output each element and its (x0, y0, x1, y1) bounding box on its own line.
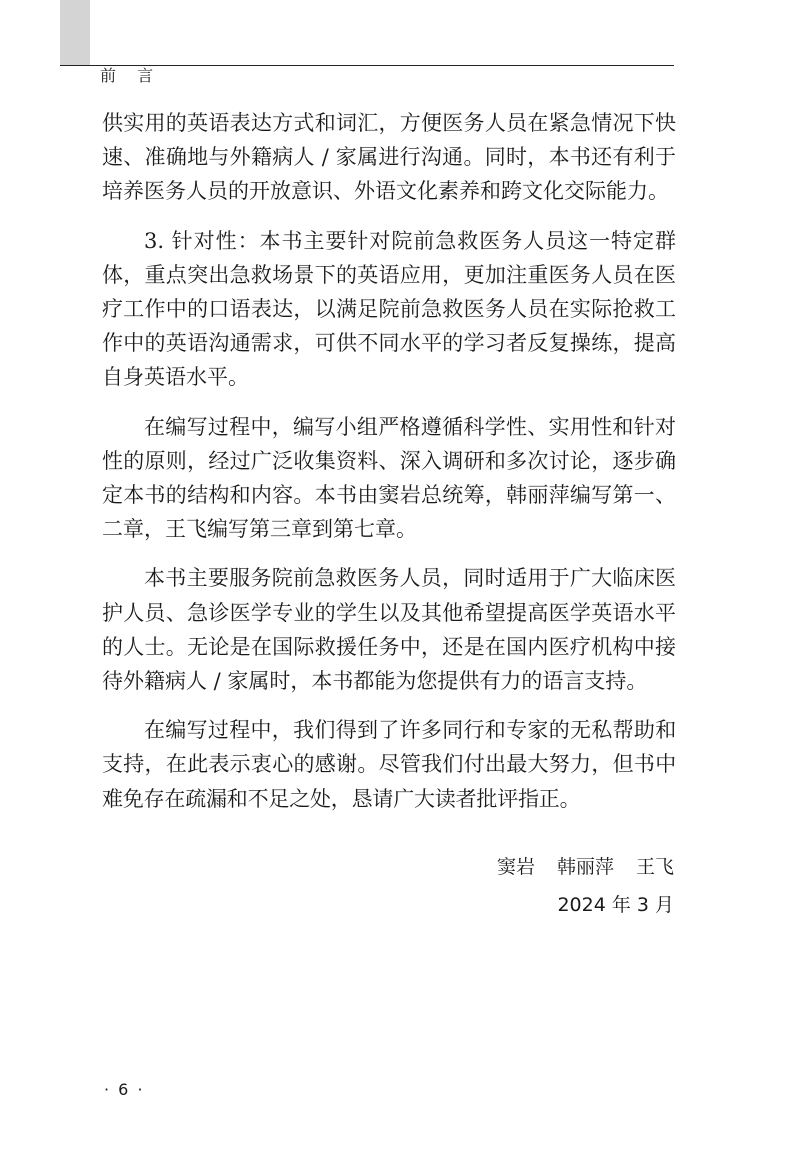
paragraph-acknowledgement: 在编写过程中，我们得到了许多同行和专家的无私帮助和支持，在此表示衷心的感谢。尽管我们付出最大努力，但书中难免存在疏漏和不足之处，恳请广大读者批评指正。 (102, 718, 676, 811)
author-name: 窦岩 (496, 856, 535, 878)
paragraph-audience: 本书主要服务院前急救医务人员，同时适用于广大临床医护人员、急诊医学专业的学生以及其他希望提高医学英语水平的人士。无论是在国际救援任务中，还是在国内医疗机构中接待外籍病人 / 家属时，本书都能为您提供有力的语言支持。 (102, 566, 676, 694)
body-text (102, 106, 676, 831)
page-number: · 6 · (104, 1080, 145, 1099)
paragraph-continued: 供实用的英语表达方式和词汇，方便医务人员在紧急情况下快速、准确地与外籍病人 / 家属进行沟通。同时，本书还有利于培养医务人员的开放意识、外语文化素养和跨文化交际能力。 (102, 111, 676, 204)
author-names (497, 848, 674, 886)
paragraph-targeting: 3. 针对性：本书主要针对院前急救医务人员这一特定群体，重点突出急救场景下的英语应用，更加注重医务人员在医疗工作中的口语表达，以满足院前急救医务人员在实际抢救工作中的英语沟通需求，可供不同水平的学习者反复操练，提高自身英语水平。 (102, 228, 676, 390)
author-name: 王飞 (635, 856, 674, 878)
paragraph-writing-process: 在编写过程中，编写小组严格遵循科学性、实用性和针对性的原则，经过广泛收集资料、深入调研和多次讨论，逐步确定本书的结构和内容。本书由窦岩总统筹，韩丽萍编写第一、二章，王飞编写第三章到第七章。 (102, 414, 676, 542)
section-title: 前 言 (100, 66, 162, 85)
signature-date: 2024 年 3 月 (557, 894, 674, 916)
corner-tab-decoration (60, 0, 90, 66)
signature-block (497, 848, 674, 924)
author-name: 韩丽萍 (556, 856, 614, 878)
